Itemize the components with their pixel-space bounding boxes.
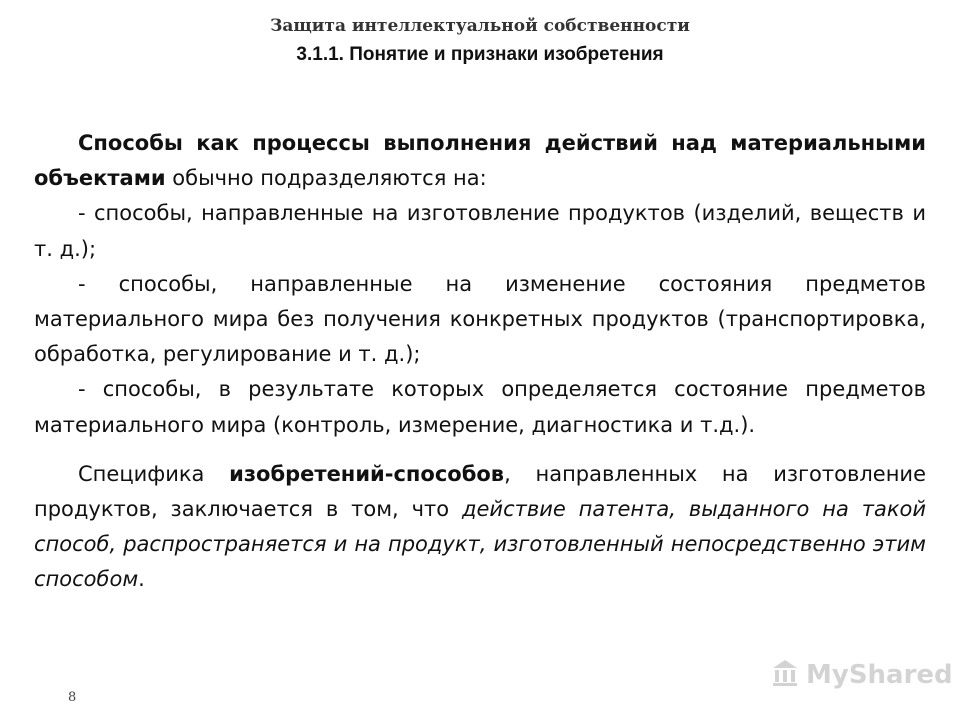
specifics-start: Специфика [78,461,230,486]
specifics-paragraph [34,457,926,598]
slide-header [0,14,960,68]
building-icon [770,658,800,692]
page-number: 8 [68,690,77,705]
slide-body [34,126,926,598]
specifics-italic: действие патента, выданного на такой способ, распространяется и на продукт, изготовленный непосредственно этим способом [34,497,926,592]
course-title: Защита интеллектуальной собственности [270,16,690,36]
specifics-bold-term: изобретений-способов [229,461,505,486]
intro-bold-text: Способы как процессы выполнения действий над материальными объектами [34,131,926,191]
specifics-mid: , направленных на изготовление продуктов, заключается в том, что [34,461,926,522]
watermark-text: MyShared [806,660,953,690]
list-item-state-determination: - способы, в результате которых определяется состояние предметов материального мира (контроль, измерение, диагностика и т.д.). [34,377,926,437]
watermark [770,655,953,695]
section-title: 3.1.1. Понятие и признаки изобретения [296,44,664,65]
list-item-manufacturing: - способы, направленные на изготовление продуктов (изделий, веществ и т. д.); [34,201,926,261]
list-item-state-change: - способы, направленные на изменение состояния предметов материального мира без получения конкретных продуктов (транспортировка, обработка, регулирование и т. д.); [34,271,926,367]
specifics-end: . [138,567,145,592]
intro-text: обычно подразделяются на: [165,166,487,191]
intro-paragraph [34,126,926,196]
